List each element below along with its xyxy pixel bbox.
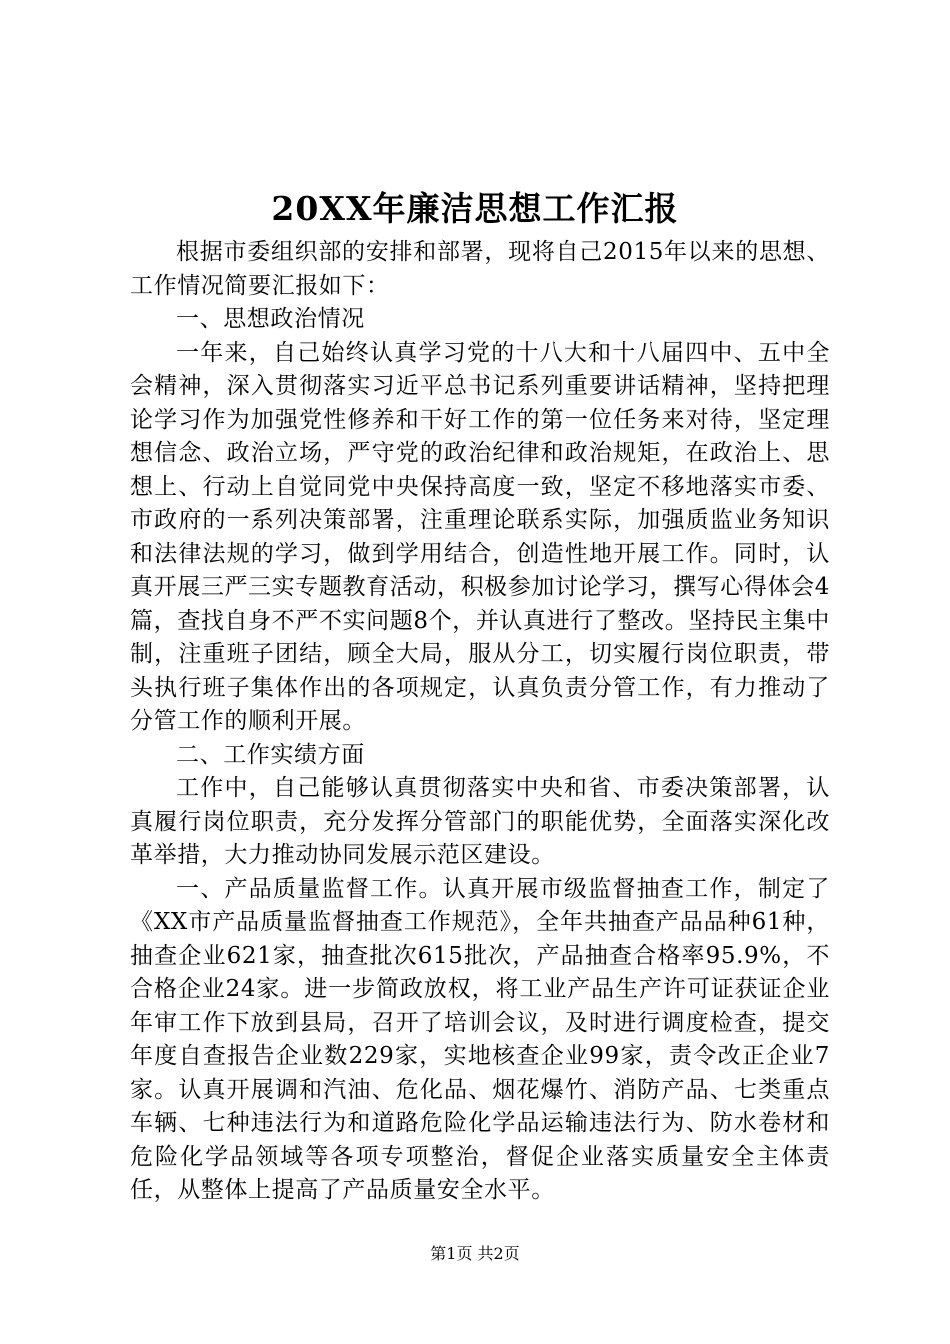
intro-paragraph: 根据市委组织部的安排和部署，现将自己2015年以来的思想、工作情况简要汇报如下： xyxy=(130,239,830,299)
document-title: 20XX年廉洁思想工作汇报 xyxy=(271,189,679,228)
section-heading-political: 一、思想政治情况 xyxy=(176,306,365,332)
quality-supervision-paragraph: 一、产品质量监督工作。认真开展市级监督抽查工作，制定了《XX市产品质量监督抽查工作规范》，全年共抽查产品品种61种，抽查企业621家，抽查批次615批次，产品抽查合格率95.9%，不合格企业24家。进一步简政放权，将工业产品生产许可证获证企业年审工作下放到县局，召开了培训会议，及时进行调度检查，提交年度自查报告企业数229家，实地核查企业99家，责令改正企业7家。认真开展调和汽油、危化品、烟花爆竹、消防产品、七类重点车辆、七种违法行为和道路危险化学品运输违法行为、防水卷材和危险化学品领域等各项专项整治，督促企业落实质量安全主体责任，从整体上提高了产品质量安全水平。 xyxy=(130,875,830,1203)
performance-paragraph: 工作中，自己能够认真贯彻落实中央和省、市委决策部署，认真履行岗位职责，充分发挥分管部门的职能优势，全面落实深化改革举措，大力推动协同发展示范区建设。 xyxy=(130,775,830,868)
document-body xyxy=(130,236,830,1208)
page-footer: 第1页 共2页 xyxy=(430,1244,520,1263)
section-heading-performance: 二、工作实绩方面 xyxy=(176,741,365,768)
political-paragraph: 一年来，自己始终认真学习党的十八大和十八届四中、五中全会精神，深入贯彻落实习近平总书记系列重要讲话精神，坚持把理论学习作为加强党性修养和干好工作的第一位任务来对待，坚定理想信念、政治立场，严守党的政治纪律和政治规矩，在政治上、思想上、行动上自觉同党中央保持高度一致，坚定不移地落实市委、市政府的一系列决策部署，注重理论联系实际，加强质监业务知识和法律法规的学习，做到学用结合，创造性地开展工作。同时，认真开展三严三实专题教育活动，积极参加讨论学习，撰写心得体会4篇，查找自身不严不实问题8个，并认真进行了整改。坚持民主集中制，注重班子团结，顾全大局，服从分工，切实履行岗位职责，带头执行班子集体作出的各项规定，认真负责分管工作，有力推动了分管工作的顺利开展。 xyxy=(130,339,830,734)
